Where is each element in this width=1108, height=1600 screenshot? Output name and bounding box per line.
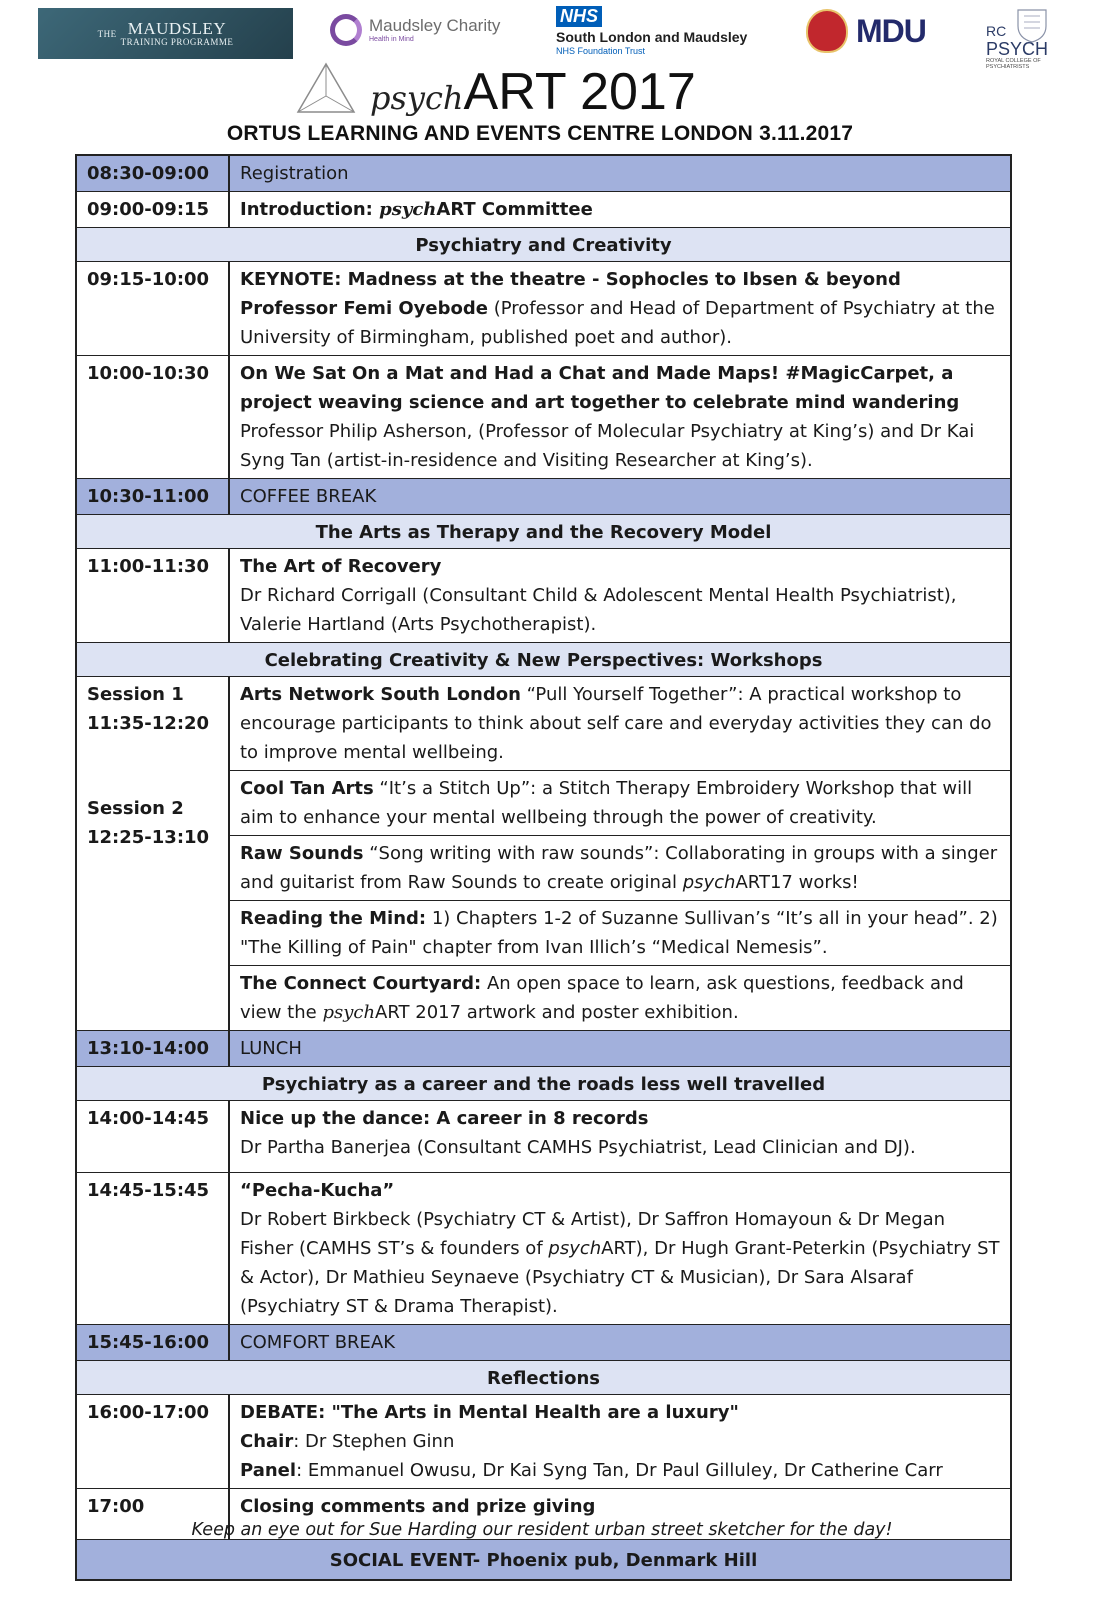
workshop-description: “It’s a Stitch Up”: a Stitch Therapy Embroidery Workshop that will aim to enhance your mental wellbeing through the power of creativity. — [240, 778, 973, 828]
time-cell: 15:45-16:00 — [77, 1325, 230, 1360]
pecha-kucha-cell — [230, 1173, 1010, 1324]
time-cell: 10:30-11:00 — [77, 479, 230, 514]
time-cell: 11:00-11:30 — [77, 549, 230, 642]
table-row — [77, 262, 1010, 356]
pecha-kucha-title: “Pecha-Kucha” — [240, 1180, 395, 1201]
psych-word: psych — [682, 872, 736, 893]
keynote-cell — [230, 262, 1010, 355]
time-cell: 09:00-09:15 — [77, 192, 230, 227]
magic-carpet-title: On We Sat On a Mat and Had a Chat and Made Maps! #MagicCarpet, a project weaving science and art together to celebrate mind wandering — [240, 363, 960, 413]
mdu-text: MDU — [856, 12, 926, 49]
workshop-description: An open space to learn, ask questions, feedback and view the — [240, 973, 964, 1023]
workshops-block — [77, 677, 1010, 1031]
coffee-break-cell: COFFEE BREAK — [240, 486, 377, 507]
logo-text-maudsley: MAUDSLEY — [127, 18, 227, 38]
table-row — [77, 479, 1010, 515]
lunch-cell: LUNCH — [240, 1038, 302, 1059]
time-cell: 16:00-17:00 — [77, 1395, 230, 1488]
logo-text-the: THE — [97, 28, 117, 39]
panel-names: : Emmanuel Owusu, Dr Kai Syng Tan, Dr Paul Gilluley, Dr Catherine Carr — [296, 1460, 943, 1481]
mdu-crest-icon — [806, 9, 848, 53]
comfort-break-cell: COMFORT BREAK — [240, 1332, 396, 1353]
nhs-slam-logo — [556, 6, 786, 62]
mdu-logo — [806, 8, 936, 54]
workshop-item — [230, 677, 1010, 771]
table-row — [77, 1101, 1010, 1173]
logo-text-training: TRAINING PROGRAMME — [120, 36, 234, 47]
workshop-title: Reading the Mind: — [240, 908, 427, 929]
section-heading: Psychiatry and Creativity — [77, 228, 1010, 262]
magic-carpet-description: Professor Philip Asherson, (Professor of Molecular Psychiatry at King’s) and Dr Kai Syng Tan (artist-in-residence and Visiting Researcher at King’s). — [240, 421, 975, 471]
section-heading: Celebrating Creativity & New Perspectives: Workshops — [77, 643, 1010, 677]
art-of-recovery-description: Dr Richard Corrigall (Consultant Child & Adolescent Mental Health Psychiatrist), Valerie Hartland (Arts Psychotherapist). — [240, 585, 957, 635]
psychart-triangle-icon — [294, 60, 358, 116]
workshop-description: 1) Chapters 1-2 of Suzanne Sullivan’s “It’s all in your head”. 2) "The Killing of Pain" chapter from Ivan Illich’s “Medical Nemesis”. — [240, 908, 998, 958]
rc-subtitle-1: ROYAL COLLEGE OF — [986, 58, 1041, 64]
workshop-item — [230, 836, 1010, 901]
art-of-recovery-cell — [230, 549, 1010, 642]
psych-word: psych — [548, 1238, 602, 1259]
session-1-time: 11:35-12:20 — [87, 713, 210, 734]
table-row — [77, 192, 1010, 228]
event-title — [370, 62, 790, 122]
rc-subtitle-2: PSYCHIATRISTS — [986, 64, 1030, 70]
keynote-description: (Professor and Head of Department of Psychiatry at the University of Birmingham, published poet and author). — [240, 298, 995, 348]
committee-text: ART Committee — [436, 199, 593, 220]
psych-word: psych — [379, 199, 437, 220]
table-row — [77, 1173, 1010, 1325]
workshop-sessions-cell — [77, 677, 230, 1030]
workshop-title: Cool Tan Arts — [240, 778, 374, 799]
table-row — [77, 1325, 1010, 1361]
workshop-description: “Song writing with raw sounds”: Collaborating in groups with a singer and guitarist from Raw Sounds to create original — [240, 843, 998, 893]
time-cell: 14:45-15:45 — [77, 1173, 230, 1324]
nhs-foundation-trust: NHS Foundation Trust — [556, 46, 646, 56]
programme-table — [75, 154, 1012, 1581]
workshop-item — [230, 901, 1010, 966]
debate-cell — [230, 1395, 1010, 1488]
session-2-time: 12:25-13:10 — [87, 827, 210, 848]
maudsley-training-programme-logo — [38, 8, 293, 59]
panel-label: Panel — [240, 1460, 297, 1481]
table-row — [77, 1395, 1010, 1489]
section-heading: The Arts as Therapy and the Recovery Model — [77, 515, 1010, 549]
workshop-description: “Pull Yourself Together”: A practical workshop to encourage participants to think about self care and everyday activities they can do to improve mental wellbeing. — [240, 684, 992, 763]
title-art-2017: ART 2017 — [463, 63, 696, 121]
nhs-badge: NHS — [556, 6, 602, 27]
career-records-cell — [230, 1101, 1010, 1172]
workshop-item — [230, 966, 1010, 1030]
psych-text: PSYCH — [986, 39, 1049, 59]
table-row — [77, 156, 1010, 192]
keynote-speaker: Professor Femi Oyebode — [240, 298, 488, 319]
social-event-row: SOCIAL EVENT- Phoenix pub, Denmark Hill — [77, 1540, 1010, 1580]
rc-text: RC — [986, 23, 1007, 39]
table-row — [77, 356, 1010, 479]
venue-heading: ORTUS LEARNING AND EVENTS CENTRE LONDON 3.11.2017 — [226, 122, 854, 145]
workshop-title: Arts Network South London — [240, 684, 521, 705]
rcpsych-logo — [986, 6, 1052, 86]
time-cell: 09:15-10:00 — [77, 262, 230, 355]
workshop-description-end: ART17 works! — [735, 872, 859, 893]
table-row — [77, 1031, 1010, 1067]
time-cell: 13:10-14:00 — [77, 1031, 230, 1066]
maudsley-charity-logo — [330, 12, 510, 48]
closing-title: Closing comments and prize giving — [240, 1496, 596, 1517]
charity-tagline: Health in Mind — [369, 35, 414, 43]
footer-note: Keep an eye out for Sue Harding our resident urban street sketcher for the day! — [191, 1520, 893, 1540]
time-cell: 10:00-10:30 — [77, 356, 230, 478]
nhs-trust-name: South London and Maudsley — [556, 29, 748, 45]
time-cell: 08:30-09:00 — [77, 156, 230, 191]
art-of-recovery-title: The Art of Recovery — [240, 556, 442, 577]
time-cell: 17:00 — [77, 1489, 230, 1539]
chair-label: Chair — [240, 1431, 294, 1452]
title-psych: psych — [370, 79, 464, 117]
pecha-kucha-description: Dr Robert Birkbeck (Psychiatry CT & Artist), Dr Saffron Homayoun & Dr Megan Fisher (CAMHS ST’s & founders of — [240, 1209, 946, 1259]
introduction-label: Introduction: — [240, 199, 380, 220]
section-heading: Reflections — [77, 1361, 1010, 1395]
registration-cell: Registration — [240, 163, 349, 184]
keynote-title: KEYNOTE: Madness at the theatre - Sophocles to Ibsen & beyond — [240, 269, 901, 290]
career-records-description: Dr Partha Banerjea (Consultant CAMHS Psychiatrist, Lead Clinician and DJ). — [240, 1137, 916, 1158]
time-cell: 14:00-14:45 — [77, 1101, 230, 1172]
debate-title: DEBATE: "The Arts in Mental Health are a luxury" — [240, 1402, 739, 1423]
workshop-item — [230, 771, 1010, 836]
session-2-label: Session 2 — [87, 798, 184, 819]
pecha-kucha-description-end: ART), Dr Hugh Grant-Peterkin (Psychiatry ST & Actor), Dr Mathieu Seynaeve (Psychiatry CT & Musician), Dr Sara Alsaraf (Psychiatry ST & Drama Therapist). — [240, 1238, 1000, 1317]
table-row — [77, 549, 1010, 643]
career-records-title: Nice up the dance: A career in 8 records — [240, 1108, 649, 1129]
workshop-description-end: ART 2017 artwork and poster exhibition. — [375, 1002, 739, 1023]
workshop-list — [230, 677, 1010, 1030]
section-heading: Psychiatry as a career and the roads less well travelled — [77, 1067, 1010, 1101]
charity-name: Maudsley Charity — [369, 15, 501, 35]
session-1-label: Session 1 — [87, 684, 184, 705]
workshop-title: Raw Sounds — [240, 843, 364, 864]
magic-carpet-cell — [230, 356, 1010, 478]
charity-ring-icon — [330, 14, 362, 46]
workshop-title: The Connect Courtyard: — [240, 973, 482, 994]
introduction-cell — [230, 192, 1010, 227]
psych-word: psych — [322, 1002, 376, 1023]
chair-name: : Dr Stephen Ginn — [293, 1431, 455, 1452]
